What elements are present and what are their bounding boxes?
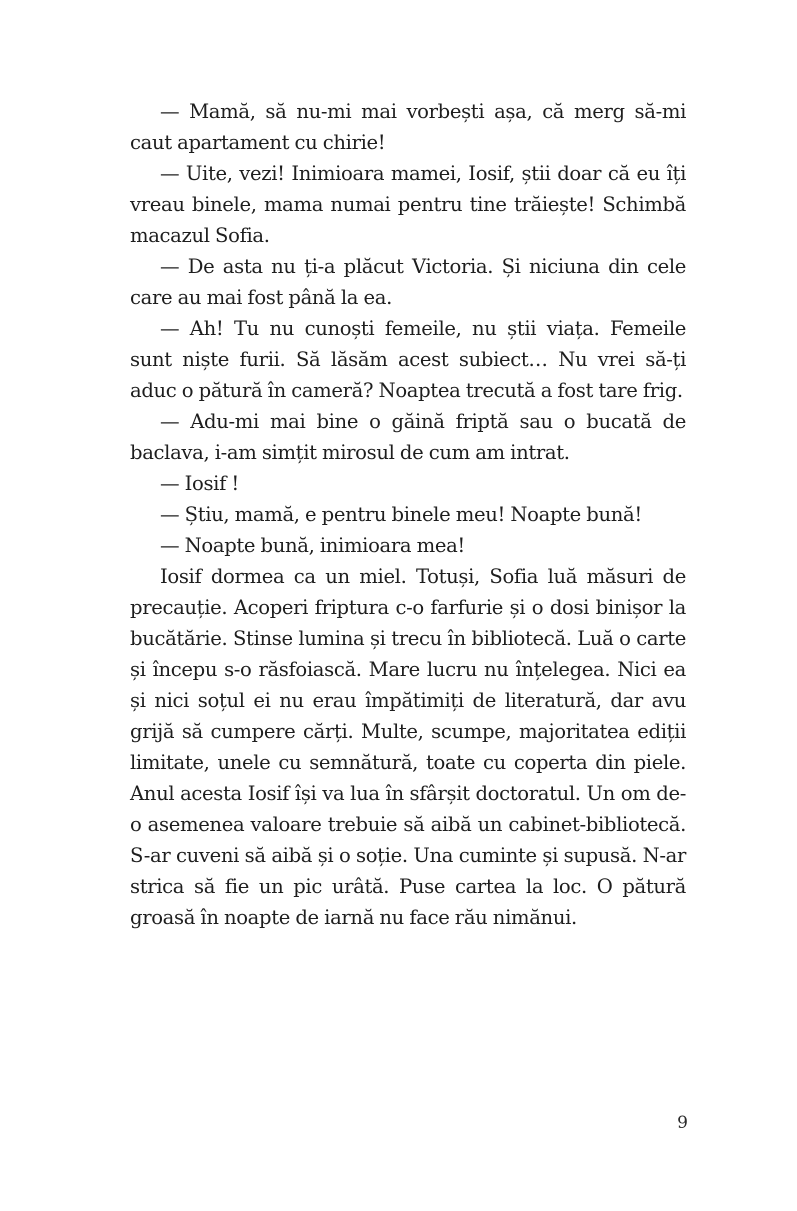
paragraph: — Adu-mi mai bine o găină friptă sau o bucată de baclava, i-am simțit mirosul de cum am intrat.: [130, 410, 686, 464]
paragraph: — Ah! Tu nu cunoști femeile, nu știi viața. Femeile sunt niște furii. Să lăsăm acest subiect… Nu vrei să-ți aduc o pătură în cameră? Noaptea trecută a fost tare frig.: [130, 317, 686, 402]
paragraph: — Iosif !: [160, 472, 239, 495]
paragraph: — De asta nu ți-a plăcut Victoria. Și niciuna din cele care au mai fost până la ea.: [130, 255, 686, 309]
paragraph: — Noapte bună, inimioara mea!: [160, 534, 465, 557]
paragraph: — Știu, mamă, e pentru binele meu! Noapte bună!: [160, 503, 642, 526]
paragraph: Iosif dormea ca un miel. Totuși, Sofia luă măsuri de precauție. Acoperi friptura c-o farfurie și o dosi binișor la bucătărie. Stinse lumina și trecu în bibliotecă. Luă o carte și începu s-o răsfoiască. Mare lucru nu înțelegea. Nici ea și nici soțul ei nu erau împătimiți de literatură, dar avu grijă să cumpere cărți. Multe, scumpe, majoritatea ediții limitate, unele cu semnătură, toate cu coperta din piele. Anul acesta Iosif își va lua în sfârșit doctoratul. Un om de-o asemenea valoare trebuie să aibă un cabinet-bibliotecă. S-ar cuveni să aibă și o soție. Una cuminte și supusă. N-ar strica să fie un pic urâtă. Puse cartea la loc. O pătură groasă în noapte de iarnă nu face rău nimănui.: [130, 565, 686, 929]
page-body: [130, 96, 686, 933]
page-number: 9: [677, 1113, 688, 1133]
paragraph: — Mamă, să nu-mi mai vorbești așa, că merg să-mi caut apartament cu chirie!: [130, 100, 686, 154]
paragraph: — Uite, vezi! Inimioara mamei, Iosif, știi doar că eu îți vreau binele, mama numai pentru tine trăiește! Schimbă macazul Sofia.: [130, 162, 686, 247]
